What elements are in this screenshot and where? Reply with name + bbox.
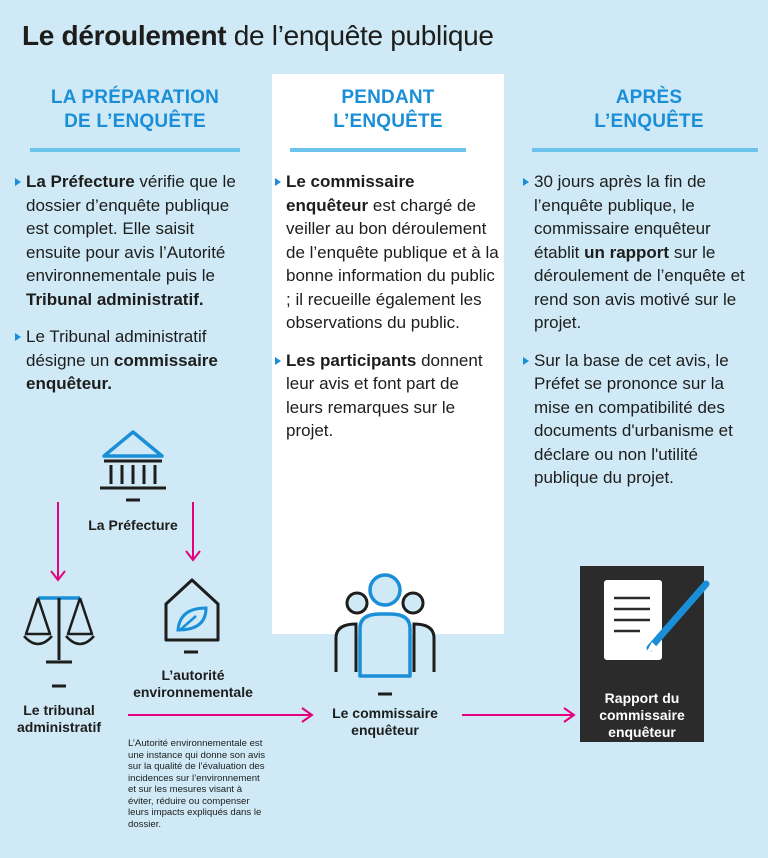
label-prefecture: La Préfecture bbox=[88, 517, 178, 533]
paragraph-prefecture: La Préfecture vérifie que le dossier d’enquête publique est complet. Elle saisit ensuite pour avis l’Autorité environnementale puis le Tribunal administratif. bbox=[14, 170, 250, 311]
heading-pendant: PENDANT L’ENQUÊTE bbox=[333, 87, 443, 132]
prefecture-building-icon bbox=[100, 432, 166, 500]
page-title: Le déroulement de l’enquête publique bbox=[22, 20, 494, 51]
paragraph-tribunal: Le Tribunal administratif désigne un commissaire enquêteur. bbox=[14, 325, 250, 396]
house-leaf-icon bbox=[166, 580, 218, 652]
label-rapport: Rapport du commissaire enquêteur bbox=[580, 682, 704, 742]
paragraph-rapport: 30 jours après la fin de l’enquête publique, le commissaire enquêteur établit un rapport sur le déroulement de l’enquête et rend son avis motivé sur le projet. bbox=[522, 170, 758, 335]
heading-preparation: LA PRÉPARATION DE L’ENQUÊTE bbox=[50, 87, 220, 132]
arrow-commissaire-to-rapport bbox=[462, 708, 574, 722]
paragraph-participants: Les participants donnent leur avis et font part de leurs remarques sur le projet. bbox=[274, 349, 500, 443]
arrow-prefecture-to-tribunal bbox=[51, 502, 65, 580]
people-group-icon bbox=[336, 575, 434, 694]
heading-apres: APRÈS L’ENQUÊTE bbox=[594, 87, 704, 132]
label-tribunal: Le tribunal administratif bbox=[16, 702, 101, 735]
arrow-tribunal-to-commissaire bbox=[128, 708, 312, 722]
balance-scale-icon bbox=[24, 598, 94, 686]
label-autorite: L’autorité environnementale bbox=[133, 667, 253, 700]
document-pen-icon bbox=[580, 566, 706, 684]
label-commissaire: Le commissaire enquêteur bbox=[332, 705, 438, 738]
note-autorite-environnementale: L’Autorité environnementale est une instance qui donne son avis sur la qualité de l’évaluation des incidences sur l’environnement et sur les mesures visant à éviter, réduire ou compenser leurs impacts expliqués dans le dossier. bbox=[128, 738, 266, 830]
paragraph-commissaire: Le commissaire enquêteur est chargé de veiller au bon déroulement de l’enquête publique et à la bonne information du public ; il recueille également les observations du public. bbox=[274, 170, 500, 335]
paragraph-prefet: Sur la base de cet avis, le Préfet se prononce sur la mise en compatibilité des documents d'urbanisme et déclare ou non l'utilité publique du projet. bbox=[522, 349, 758, 490]
